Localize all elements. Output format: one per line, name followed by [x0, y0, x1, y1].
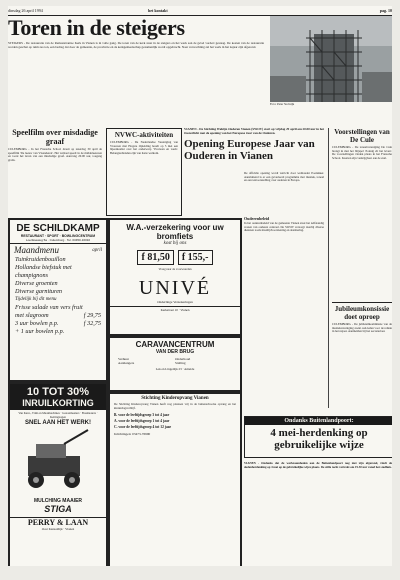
- voorstelling-article: [332, 128, 392, 161]
- caravancentrum-ad: [108, 336, 242, 392]
- kinderopvang-title: Stichting Kinderopvang Vianen: [141, 396, 209, 401]
- herdenking-title: 4 mei-herdenking op gebruikelijke wijze: [270, 427, 368, 451]
- inruil-title: INRUILKORTING: [22, 398, 94, 408]
- newspaper-page: [8, 6, 392, 566]
- caravan-item: Stalling: [175, 361, 186, 365]
- schildkamp-name: DE SCHILDKAMP: [16, 223, 100, 234]
- inruilkorting-ad: [8, 382, 108, 566]
- page-header: [8, 6, 392, 15]
- herdenking-kicker: Ondanks Buitenlandpoort:: [245, 417, 392, 425]
- kinderopvang-body: De Stichting Kinderopvang Vianen heeft nog plaatsen vrij in de buitenschoolse opvang en het kinderdagverblijf.: [114, 402, 236, 410]
- inruil-brand-mulching: MULCHING MAAIER: [33, 498, 83, 504]
- unive-logo: UNIVÉ: [138, 277, 212, 299]
- unive-sub: Onderlinge Verzekeringen: [157, 300, 193, 304]
- ouderen-body-2: In het ouderenbeleid van de gemeente Vianen staat het zelfstandig wonen van ouderen centraal. De SWOV verzorgt daarbij diverse diensten zoals maaltijdvoorziening en alarmering.: [244, 221, 324, 233]
- inruil-sub: SNEL AAN HET WERK!: [25, 420, 91, 426]
- ouderen-title: Opening Europese Jaar van Ouderen in Vianen: [184, 138, 315, 163]
- main-article-lead: STEIGERS - De restauratie van de Remonstrantse Kerk in Vianen is in volle gang. De toren van de kerk staat in de steigers en het werk aan de gevel vordert gestaag. De kosten van de restauratie worden geschat op ruim zes ton, een bedrag dat door de gemeente, de provincie en de kerkgemeenschap gezamenlijk wordt opgebracht. Naar verwachting zal het werk in het najaar zijn afgerond.: [8, 41, 264, 50]
- caravan-title: CARAVANCENTRUM: [135, 340, 215, 349]
- header-page-number: pag. 10: [379, 8, 392, 13]
- jubileum-body: CULEMBORG - De jubileumkommissie van de muziekvereniging zoekt oud-leden voor de reünie in het najaar. Aanmelden bij het secretariaat.: [332, 322, 392, 334]
- menu-item: Diverse garnituren: [15, 288, 63, 295]
- schildkamp-address: Loerikseweg 5a · Culemborg · Tel. 03450-16010: [10, 238, 106, 244]
- nvwc-body: CULEMBORG - De Nederlandse Vereniging van Vrouwen met Hogere Opleiding houdt op 5 mei een bijeenkomst over het onderwerp 'Vrouwen en werk'. Belangstellenden zijn van harte welkom.: [110, 140, 178, 156]
- caravan-sub: VAN DER BRUG: [155, 349, 195, 355]
- menu-title: Maandmenu: [14, 245, 59, 255]
- verzekering-note: Vraag naar de voorwaarden: [158, 267, 192, 271]
- inruil-shop-name: PERRY & LAAN: [10, 517, 106, 527]
- menu-month: april: [92, 248, 102, 253]
- column-rule: [328, 128, 329, 408]
- inruil-brand-stiga: STIGA: [44, 504, 72, 514]
- menu-item: Hollandse biefstuk met champignons: [15, 264, 72, 279]
- speelfilm-body: CULEMBORG - In het Fransche School draait op zaterdag 30 april de speelfilm 'De leeuw van Vlaanderen'. Het verhaal speelt in de middeleeuwen en toont het leven van een misdadige graaf. Aanvang 20.00 uur, toegang gratis.: [8, 147, 102, 163]
- caravan-item: Aanhangers: [118, 361, 135, 365]
- herdenking-body: VIANEN - Ondanks dat de werkzaamheden aan de Buitenlandpoort nog niet zijn afgerond, vindt de dodenherdenking op 4 mei op de gebruikelijke wijze plaats. De stille tocht vertrekt om 19.30 uur vanaf het stadhuis.: [244, 461, 392, 469]
- inruil-shop-address: Oost Kanaaldijk · Vianen: [41, 527, 75, 531]
- menu-line-label: 3 uur bowlen p.p.: [15, 320, 59, 327]
- schildkamp-ad: [8, 218, 108, 382]
- kinderopvang-line: B. voor de leeftijdsgroep 3 tot 4 jaar: [114, 413, 170, 418]
- ouderen-subheading: Ouderenbeleid: [244, 216, 270, 221]
- voorstelling-body: CULEMBORG - De toneelvereniging De Cule brengt in mei het blijspel 'Zonnig zit het leven'. De voorstellingen vinden plaats in het Fransche School. Kaarten zijn verkrijgbaar aan de zaal.: [332, 145, 392, 161]
- schildkamp-sub: RESTAURANT · SPORT · BOWLINGCENTRUM: [20, 234, 96, 238]
- lawnmower-illustration: [10, 426, 106, 498]
- main-headline: Toren in de steigers: [8, 15, 185, 40]
- caravan-address: Lek en Lingedijk 23 · Ameide: [155, 367, 195, 371]
- menu-item: Tuinkruidenbouillon: [15, 256, 66, 263]
- inruil-percentage: 10 TOT 30%: [26, 386, 90, 398]
- speelfilm-article: [8, 128, 102, 216]
- kinderopvang-ad: [108, 392, 242, 566]
- caravan-item: Verhuur: [118, 357, 129, 361]
- menu-line-label: Frisse salade van vers fruit: [15, 304, 83, 311]
- menu-line-label: met slagroom: [15, 312, 49, 319]
- verzekering-price-1: f 81,50: [137, 250, 173, 265]
- jubileum-article: [332, 302, 392, 334]
- herdenking-headline-box: [244, 416, 392, 458]
- kinderopvang-line: A. voor de leeftijdsgroep 1 tot 4 jaar: [114, 419, 170, 424]
- verzekering-price-2: f 155,-: [178, 250, 213, 265]
- wa-verzekering-ad: [108, 218, 242, 336]
- inruil-body: Van Kant-, Trim en Maaimachines · Gazonmaaiers · Bosmaaiers · Kettingzagen: [18, 411, 98, 419]
- nvwc-article: [106, 128, 182, 216]
- menu-extra: Tijdelijk bij dit menu: [15, 297, 57, 302]
- header-paper: het kontakt: [148, 8, 168, 13]
- photo-caption: Foto: Peter Stolwijk: [270, 102, 295, 106]
- speelfilm-title: Speelfilm over misdadige graaf: [12, 128, 98, 146]
- jubileum-title: Jubileumkonsissie doet oproep: [332, 302, 392, 321]
- menu-item: Diverse groenten: [15, 280, 58, 287]
- header-date: dinsdag 26 april 1994: [8, 8, 43, 13]
- menu-line-price: f 29,75: [83, 312, 101, 319]
- caravan-item: Onderhoud: [175, 357, 191, 361]
- ouderen-article: [184, 128, 324, 162]
- verzekering-sub: kost bij ons: [163, 241, 187, 246]
- verzekering-title: W.A.-verzekering voor uw bromfiets: [126, 223, 224, 241]
- nvwc-title: NVWC-aktiviteiten: [114, 131, 174, 139]
- tower-scaffolding-photo: [270, 16, 392, 102]
- kinderopvang-contact: Inlichtingen: 03473-76990: [114, 432, 151, 437]
- voorstelling-title: Voorstellingen van De Cule: [334, 128, 390, 144]
- ouderen-body: De officiële opening wordt verricht door wethouder Poelakker. Aansluitend is er een gevarieerd programma met muziek, toneel en een tentoonstelling over ouderen in Europa.: [244, 171, 324, 183]
- kinderopvang-line: C. voor de leeftijdsgroep 4 tot 12 jaar: [114, 425, 172, 430]
- ouderen-kicker: VIANEN - De Stichting Welzijn Ouderen Vianen (SWOV) start op vrijdag 29 april om 20.00 uur in het Oosterlicht met de opening van het Europese Jaar van de Ouderen.: [184, 127, 324, 135]
- menu-line-price: f 32,75: [83, 320, 101, 327]
- unive-address: Kerkstraat 10 · Vianen: [110, 306, 240, 312]
- menu-line-label: + 1 uur bowlen p.p.: [15, 328, 65, 335]
